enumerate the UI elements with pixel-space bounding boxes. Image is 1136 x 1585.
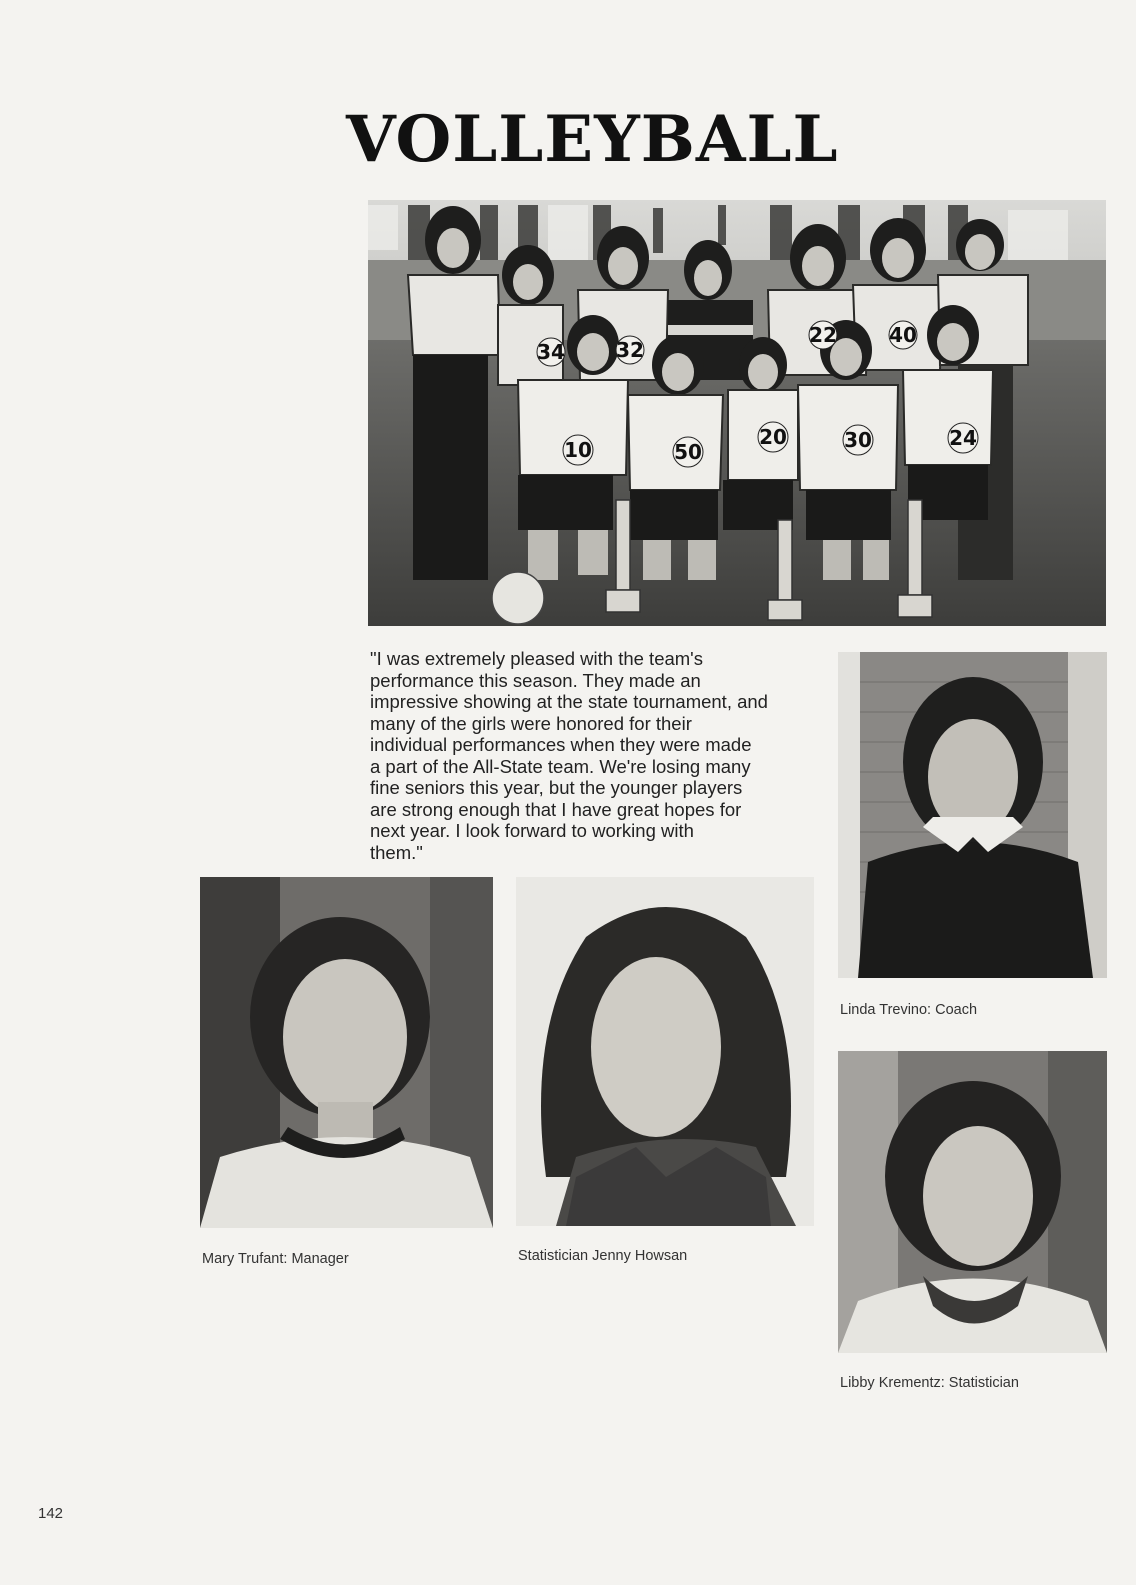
page-title: VOLLEYBALL — [346, 102, 839, 177]
jenny-caption: Statistician Jenny Howsan — [518, 1248, 688, 1264]
jersey-number: 34 — [537, 340, 565, 364]
libby-caption: Libby Krementz: Statistician — [840, 1375, 1019, 1391]
jersey-number: 32 — [616, 338, 644, 362]
jersey-number: 10 — [564, 438, 592, 462]
page-number: 142 — [38, 1505, 64, 1522]
jersey-number: 50 — [674, 440, 702, 464]
coach-caption: Linda Trevino: Coach — [840, 1002, 978, 1018]
statistician-libby-photo — [838, 1051, 1107, 1353]
statistician-jenny-photo — [516, 877, 814, 1226]
jersey-number: 24 — [949, 426, 977, 450]
coach-quote: "I was extremely pleased with the team's performance this season. They made an impressive showing at the state tournament, and many of the girls were honored for their individual performances when they were made a part of the All-State team. We're losing many fine seniors this year, but the younger players are strong enough that I have great hopes for next year. I look forward to working with them." — [370, 648, 768, 863]
jersey-number: 20 — [759, 425, 787, 449]
manager-caption: Mary Trufant: Manager — [202, 1251, 349, 1267]
coach-photo — [838, 652, 1107, 978]
jersey-number: 30 — [844, 428, 872, 452]
team-photo — [368, 200, 1106, 626]
jersey-number: 22 — [809, 323, 837, 347]
jersey-number: 40 — [889, 323, 917, 347]
manager-photo — [200, 877, 493, 1228]
